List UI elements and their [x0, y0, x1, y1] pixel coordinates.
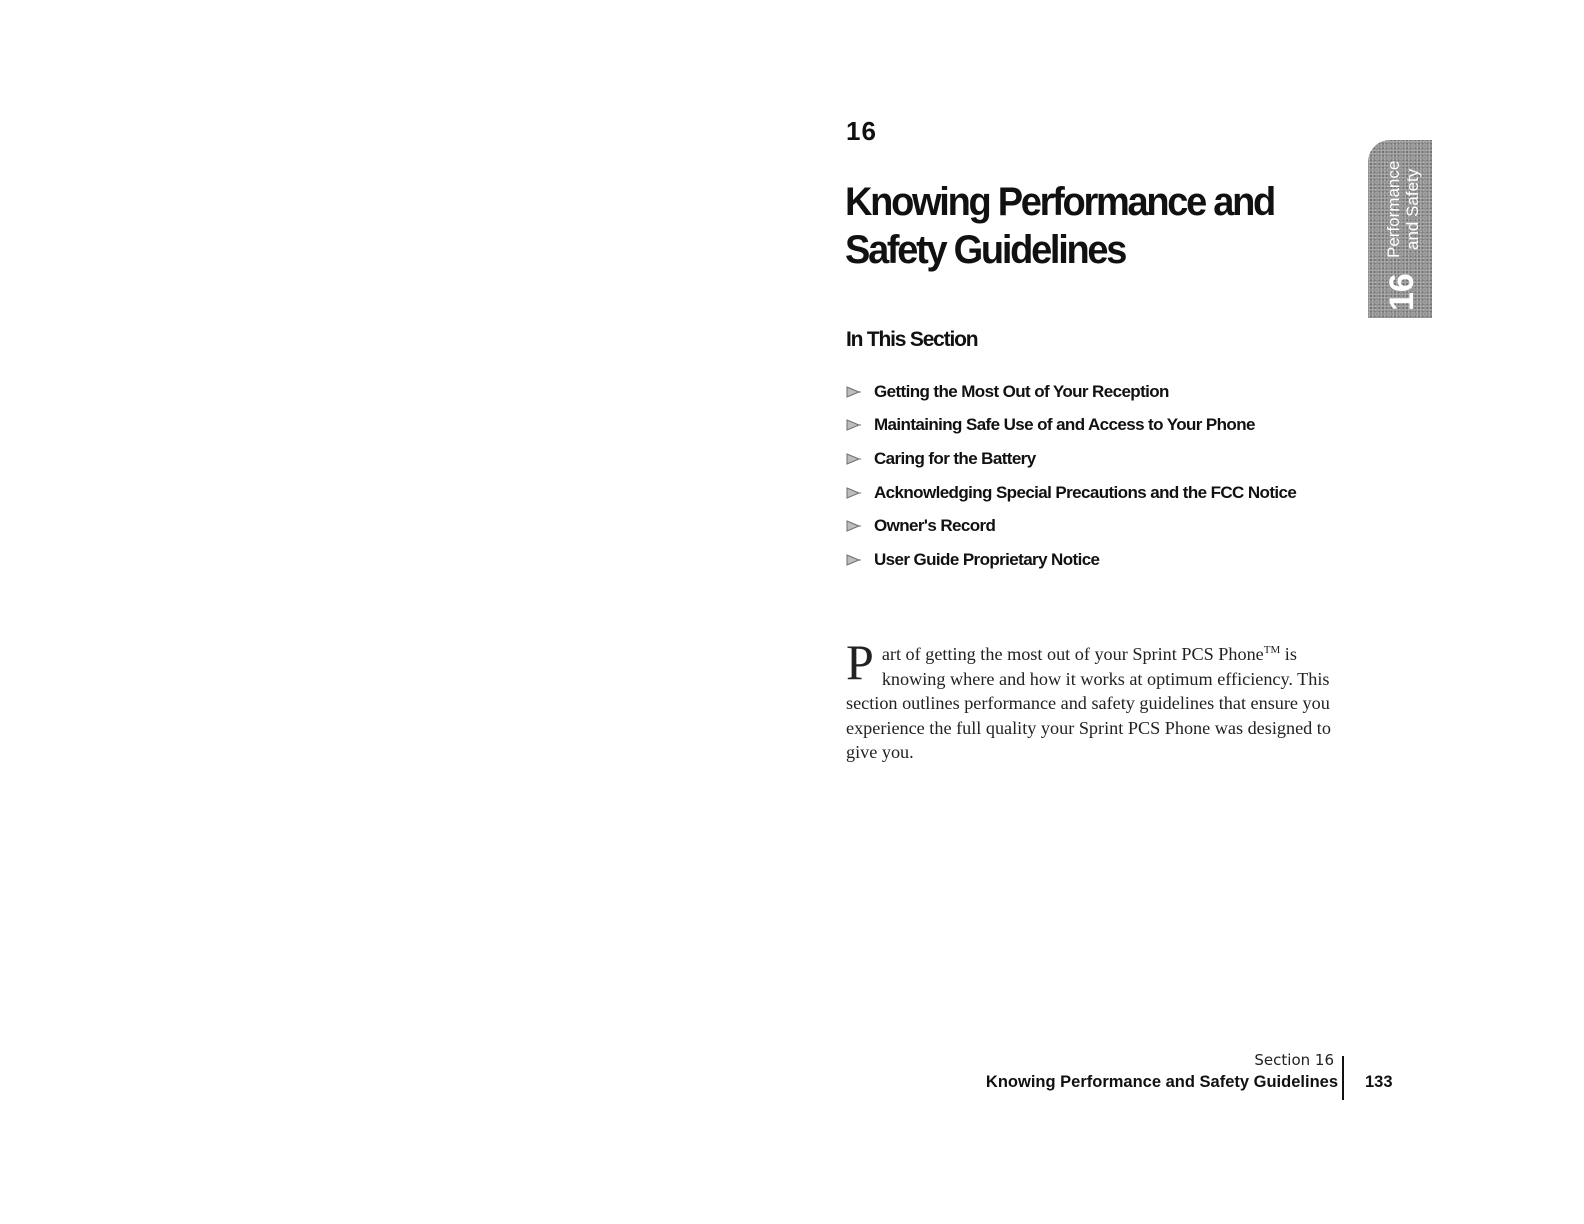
- section-contents-list: [846, 375, 1296, 577]
- toc-item-label: Owner's Record: [874, 516, 996, 536]
- toc-item-battery: [846, 442, 1296, 476]
- arrow-bullet-icon: [846, 487, 862, 499]
- page-number: 133: [1365, 1073, 1393, 1091]
- footer-section-label: Section 16: [1254, 1051, 1334, 1069]
- toc-item-owners-record: [846, 509, 1296, 543]
- toc-item-proprietary-notice: [846, 543, 1296, 577]
- toc-item-label: User Guide Proprietary Notice: [874, 549, 1100, 569]
- in-this-section-heading: In This Section: [846, 328, 978, 351]
- side-tab-number: 16: [1383, 273, 1421, 311]
- intro-text-start: art of getting the most out of your Sprint PCS Phone: [881, 644, 1264, 665]
- toc-item-label: Maintaining Safe Use of and Access to Your Phone: [874, 415, 1255, 435]
- toc-item-fcc-notice: [846, 476, 1296, 510]
- arrow-bullet-icon: [846, 453, 862, 465]
- toc-item-label: Caring for the Battery: [874, 448, 1036, 468]
- section-number: 16: [846, 116, 877, 146]
- intro-text-rest: is knowing where and how it works at optimum efficiency. This section outlines performance and safety guidelines that ensure you experience the full quality your Sprint PCS Phone was designed to give you.: [846, 644, 1331, 763]
- toc-item-safe-use: [846, 409, 1296, 443]
- arrow-bullet-icon: [846, 554, 862, 566]
- arrow-bullet-icon: [846, 419, 862, 431]
- footer-chapter-title: Knowing Performance and Safety Guidelines: [985, 1073, 1338, 1091]
- intro-paragraph: [846, 634, 1340, 765]
- toc-item-reception: [846, 375, 1296, 409]
- trademark-mark: TM: [1263, 644, 1281, 656]
- toc-item-label: Acknowledging Special Precautions and the FCC Notice: [874, 482, 1297, 502]
- drop-cap: P: [846, 634, 874, 690]
- side-tab-label: Performance and Safety: [1384, 160, 1422, 258]
- toc-item-label: Getting the Most Out of Your Reception: [874, 381, 1169, 401]
- footer-divider: [1342, 1056, 1344, 1100]
- arrow-bullet-icon: [846, 386, 862, 398]
- arrow-bullet-icon: [846, 520, 862, 532]
- page-title: Knowing Performance and Safety Guidelines: [845, 180, 1274, 272]
- section-side-tab: [1368, 140, 1432, 318]
